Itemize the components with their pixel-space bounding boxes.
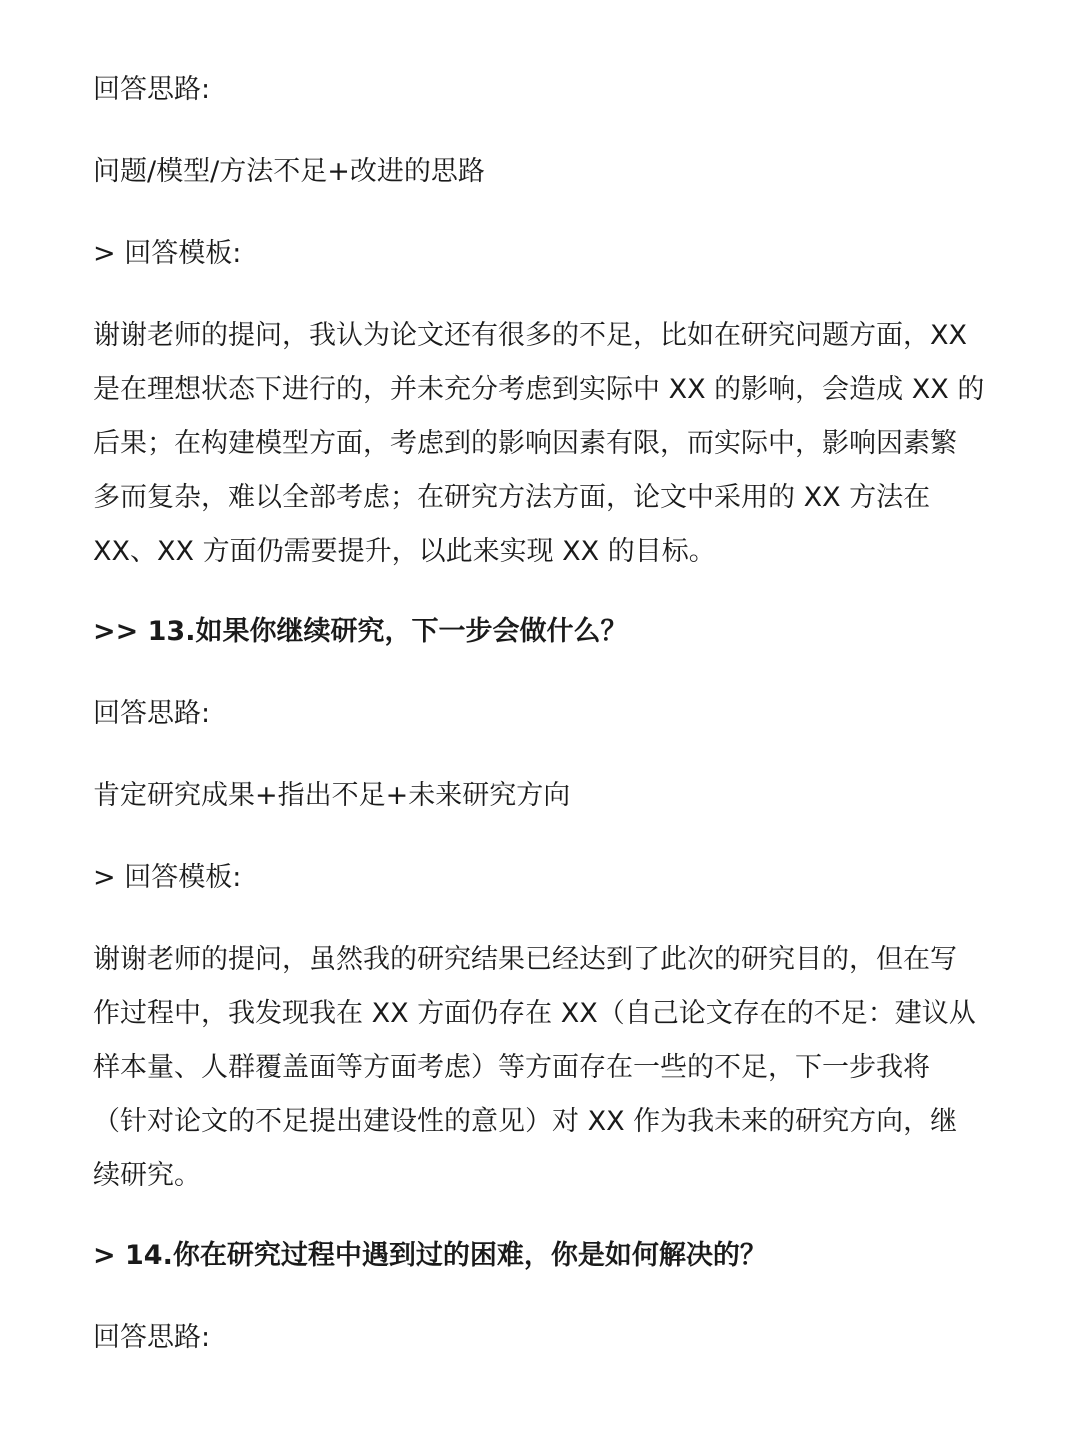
paragraph-line: XX、XX 方面仍需要提升，以此来实现 XX 的目标。 xyxy=(93,536,716,567)
question-13-heading: >> 13.如果你继续研究，下一步会做什么？ xyxy=(93,616,628,647)
answer-template-label: > 回答模板: xyxy=(93,238,242,269)
paragraph-line: 谢谢老师的提问，虽然我的研究结果已经达到了此次的研究目的，但在写 xyxy=(93,944,957,975)
paragraph-line: 样本量、人群覆盖面等方面考虑）等方面存在一些的不足，下一步我将 xyxy=(93,1052,930,1083)
question-14-heading: > 14.你在研究过程中遇到过的困难，你是如何解决的？ xyxy=(93,1240,767,1271)
answer-template-paragraph xyxy=(93,309,993,579)
answer-template-label: > 回答模板: xyxy=(93,862,242,893)
paragraph-line: 后果；在构建模型方面，考虑到的影响因素有限，而实际中，影响因素繁 xyxy=(93,428,957,459)
paragraph-line: 谢谢老师的提问，我认为论文还有很多的不足，比如在研究问题方面，XX xyxy=(93,320,967,351)
paragraph-line: （针对论文的不足提出建设性的意见）对 XX 作为我未来的研究方向，继 xyxy=(93,1106,958,1137)
paragraph-line: 作过程中，我发现我在 XX 方面仍存在 XX（自己论文存在的不足：建议从 xyxy=(93,998,976,1029)
answer-approach-label: 回答思路: xyxy=(93,1322,211,1353)
paragraph-line: 多而复杂，难以全部考虑；在研究方法方面，论文中采用的 XX 方法在 xyxy=(93,482,931,513)
paragraph-line: 续研究。 xyxy=(93,1160,201,1191)
answer-approach-text: 肯定研究成果+指出不足+未来研究方向 xyxy=(93,780,571,811)
answer-template-paragraph xyxy=(93,933,993,1203)
paragraph-line: 是在理想状态下进行的，并未充分考虑到实际中 XX 的影响，会造成 XX 的 xyxy=(93,374,985,405)
answer-approach-text: 问题/模型/方法不足+改进的思路 xyxy=(93,156,485,187)
answer-approach-label: 回答思路: xyxy=(93,698,211,729)
answer-approach-label: 回答思路: xyxy=(93,74,211,105)
